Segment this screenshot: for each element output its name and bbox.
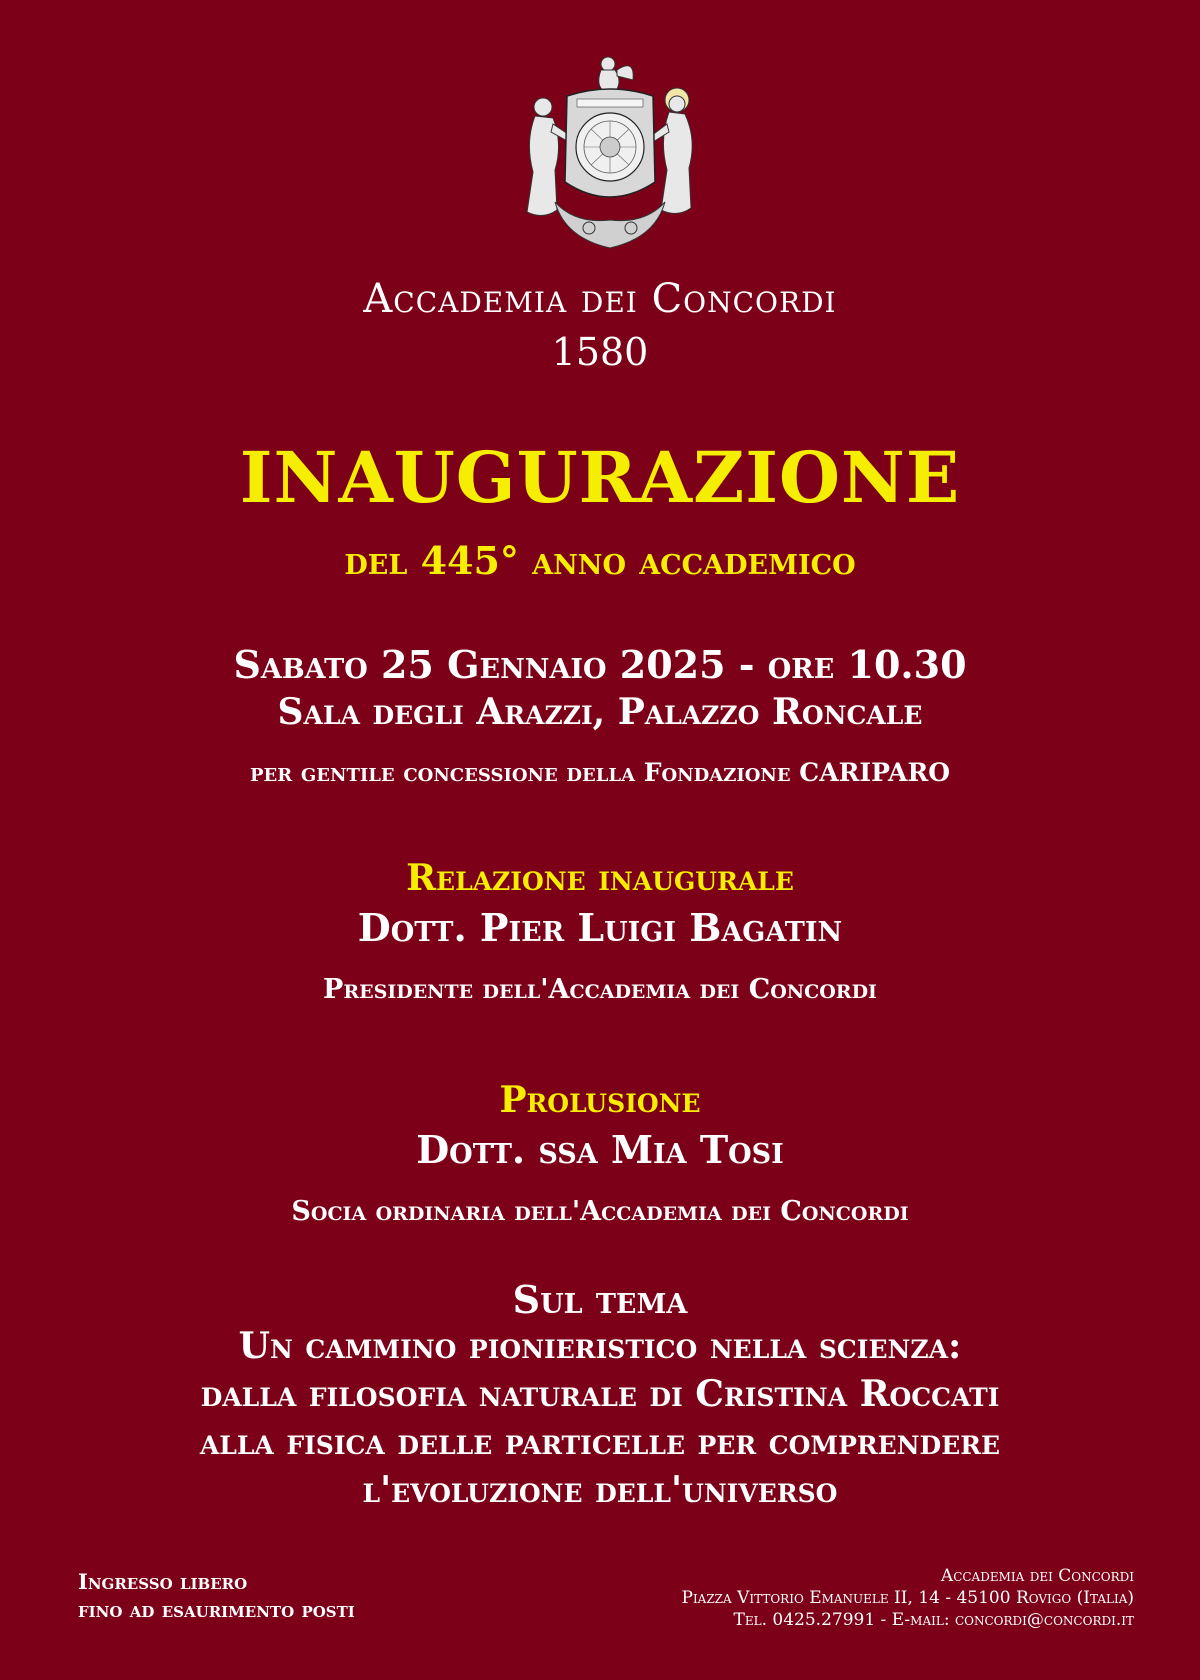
event-subtitle: del 445° anno accademico bbox=[344, 538, 856, 583]
inaugural-report-role: Presidente dell'Accademia dei Concordi bbox=[323, 974, 877, 1005]
top-angel bbox=[599, 57, 633, 92]
contact-block bbox=[682, 1565, 1135, 1631]
free-entry-line: fino ad esaurimento posti bbox=[78, 1597, 355, 1622]
contact-org: Accademia dei Concordi bbox=[940, 1566, 1134, 1586]
free-entry-notice bbox=[78, 1568, 355, 1624]
left-statue bbox=[527, 98, 571, 216]
theme-line: Un cammino pionieristico nella scienza: bbox=[238, 1325, 962, 1367]
inaugural-report-speaker: Dott. Pier Luigi Bagatin bbox=[357, 905, 843, 950]
theme-line: dalla filosofia naturale di Cristina Roccati bbox=[200, 1373, 1000, 1415]
free-entry-line: Ingresso libero bbox=[78, 1569, 248, 1594]
prolusion-heading: Prolusione bbox=[499, 1079, 701, 1121]
prolusion-role: Socia ordinaria dell'Accademia dei Concordi bbox=[291, 1196, 909, 1227]
prolusion-speaker: Dott. ssa Mia Tosi bbox=[416, 1127, 784, 1172]
inaugural-report-heading: Relazione inaugurale bbox=[406, 857, 794, 899]
event-date-time: Sabato 25 Gennaio 2025 - ore 10.30 bbox=[233, 642, 967, 687]
contact-phone-email[interactable]: Tel. 0425.27991 - E-mail: concordi@concordi.it bbox=[733, 1610, 1134, 1630]
theme-label: Sul tema bbox=[512, 1277, 688, 1322]
event-title: INAUGURAZIONE bbox=[239, 436, 961, 519]
institution-name: Accademia dei Concordi bbox=[363, 276, 837, 322]
contact-address: Piazza Vittorio Emanuele II, 14 - 45100 Rovigo (Italia) bbox=[681, 1588, 1134, 1608]
event-concession: per gentile concessione della Fondazione CARIPARO bbox=[249, 758, 951, 787]
theme-line: alla fisica delle particelle per comprendere bbox=[199, 1421, 1001, 1463]
founding-year: 1580 bbox=[551, 330, 649, 374]
theme-line: l'evoluzione dell'universo bbox=[362, 1469, 838, 1511]
scrollwork bbox=[555, 202, 665, 248]
right-statue bbox=[651, 88, 692, 214]
shield bbox=[565, 89, 655, 197]
crest-emblem bbox=[505, 52, 715, 257]
event-venue: Sala degli Arazzi, Palazzo Roncale bbox=[277, 691, 923, 733]
